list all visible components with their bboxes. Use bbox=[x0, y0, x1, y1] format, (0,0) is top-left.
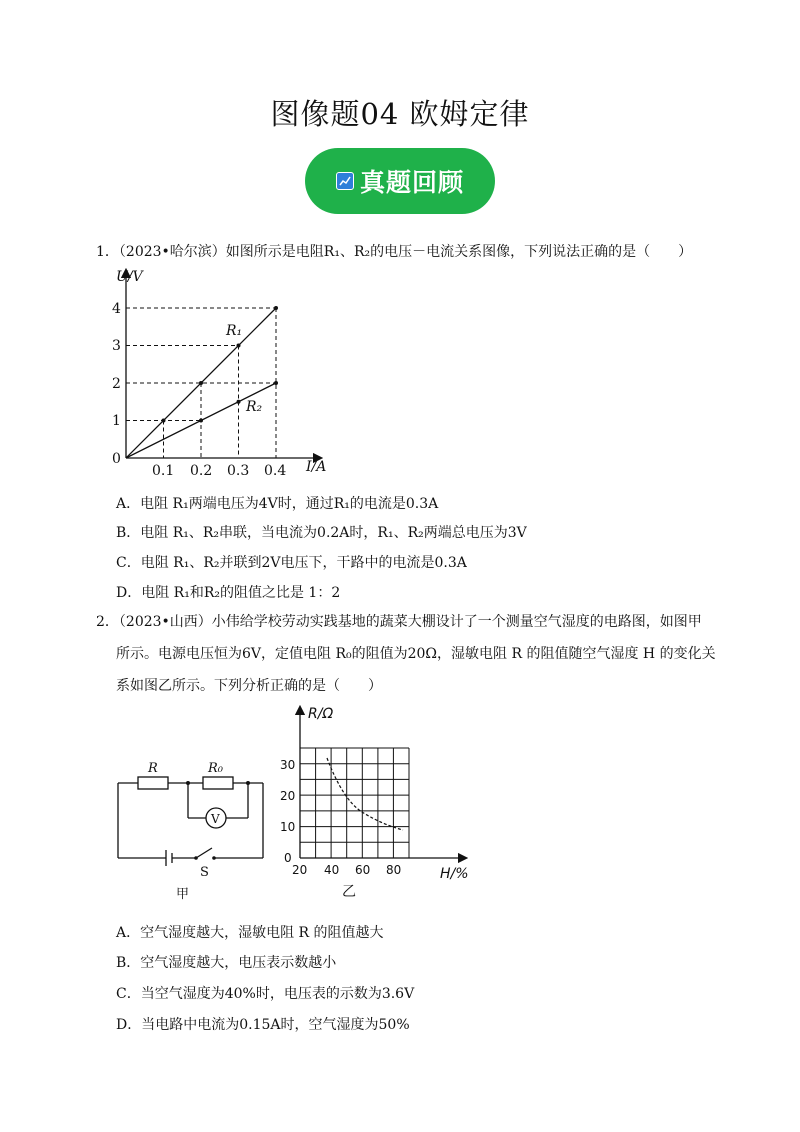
q2-option-a: A．空气湿度越大，湿敏电阻 R 的阻值越大 bbox=[116, 925, 384, 941]
q1-ylabel: U/V bbox=[116, 269, 143, 285]
badge-label: 真题回顾 bbox=[359, 168, 464, 197]
q2-option-c: C．当空气湿度为40%时，电压表的示数为3.6V bbox=[116, 986, 415, 1002]
q1-ytick: 4 bbox=[112, 301, 121, 317]
q2-option-d: D．当电路中电流为0.15A时，空气湿度为50% bbox=[116, 1017, 410, 1033]
q2-graph-caption: 乙 bbox=[342, 884, 356, 900]
question-1-stem: 1．（2023•哈尔滨）如图所示是电阻R₁、R₂的电压－电流关系图像，下列说法正确的是（ ） bbox=[96, 244, 693, 260]
switch-label: S bbox=[200, 865, 209, 880]
r-label: R bbox=[148, 761, 158, 776]
circuit-caption: 甲 bbox=[176, 887, 190, 902]
section-badge bbox=[305, 148, 495, 214]
q2-grid bbox=[300, 748, 409, 858]
switch bbox=[196, 848, 212, 858]
question-2-stem: 系如图乙所示。下列分析正确的是（ ） bbox=[116, 678, 382, 694]
voltmeter-label: V bbox=[211, 812, 220, 826]
q1-ytick: 2 bbox=[112, 376, 121, 392]
q2-ytick: 20 bbox=[280, 789, 296, 803]
q2-ytick: 0 bbox=[284, 851, 292, 865]
q2-xtick: 60 bbox=[355, 863, 371, 877]
q1-xlabel: I/A bbox=[306, 459, 327, 475]
q2-xtick: 40 bbox=[324, 863, 340, 877]
q1-ytick: 1 bbox=[112, 413, 121, 429]
question-2-stem: 2．（2023•山西）小伟给学校劳动实践基地的蔬菜大棚设计了一个测量空气湿度的电路图，如图甲 bbox=[96, 614, 702, 630]
q2-circuit-diagram bbox=[108, 738, 278, 902]
q1-option-d: D．电阻 R₁和R₂的阻值之比是 1：2 bbox=[116, 585, 341, 601]
q2-rh-graph bbox=[278, 700, 478, 900]
q1-uv-graph bbox=[108, 263, 338, 483]
q1-origin: 0 bbox=[112, 451, 121, 467]
r2-label: R₂ bbox=[246, 399, 263, 415]
q2-ytick: 10 bbox=[280, 820, 296, 834]
q1-option-b: B．电阻 R₁、R₂串联，当电流为0.2A时，R₁、R₂两端总电压为3V bbox=[116, 525, 527, 541]
q2-xlabel: H/% bbox=[440, 866, 469, 882]
q1-option-c: C．电阻 R₁、R₂并联到2V电压下，干路中的电流是0.3A bbox=[116, 555, 467, 571]
q1-option-a: A．电阻 R₁两端电压为4V时，通过R₁的电流是0.3A bbox=[116, 496, 439, 512]
resistor-r bbox=[138, 777, 168, 789]
q1-ytick: 3 bbox=[112, 338, 121, 354]
q2-ylabel: R/Ω bbox=[308, 706, 334, 722]
q1-xtick: 0.1 bbox=[152, 463, 175, 479]
r-h-curve bbox=[327, 758, 403, 830]
question-2-stem: 所示。电源电压恒为6V，定值电阻 R₀的阻值为20Ω，湿敏电阻 R 的阻值随空气湿度 H 的变化关 bbox=[116, 646, 716, 662]
r0-label: R₀ bbox=[208, 761, 223, 776]
q2-option-b: B．空气湿度越大，电压表示数越小 bbox=[116, 955, 337, 971]
q1-xtick: 0.2 bbox=[190, 463, 213, 479]
page-title: 图像题04 欧姆定律 bbox=[270, 97, 530, 131]
resistor-r0 bbox=[203, 777, 233, 789]
r1-label: R₁ bbox=[226, 323, 243, 339]
q1-xtick: 0.3 bbox=[227, 463, 250, 479]
q1-xtick: 0.4 bbox=[264, 463, 287, 479]
q2-ytick: 30 bbox=[280, 758, 296, 772]
q2-xtick: 80 bbox=[386, 863, 402, 877]
chart-icon bbox=[336, 172, 354, 190]
q2-xtick: 20 bbox=[292, 863, 308, 877]
